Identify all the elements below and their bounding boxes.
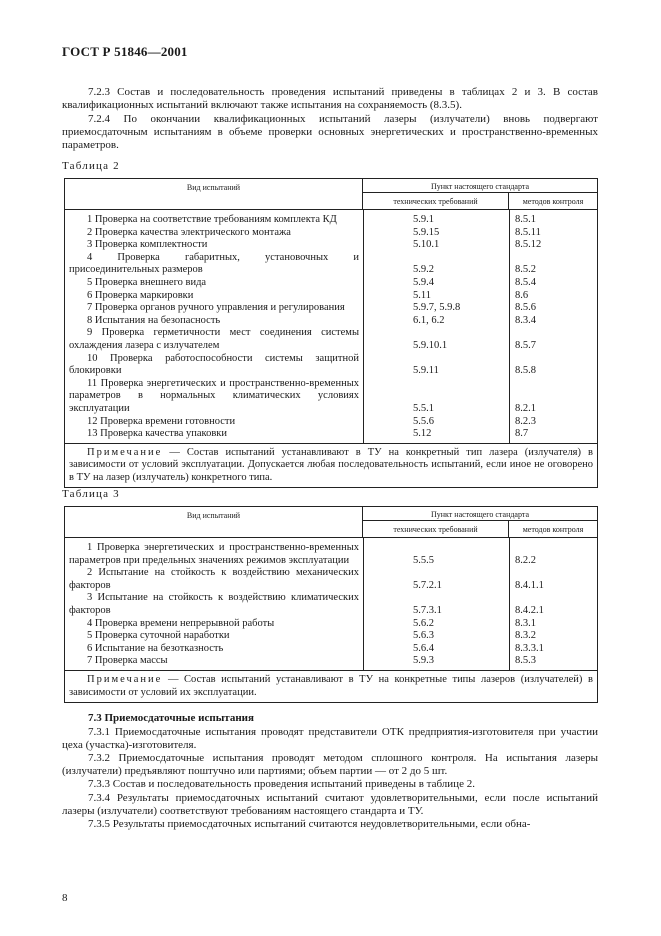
table-3-note: Примечание — Состав испытаний устанавливают в ТУ на конкретные типы лазеров (излучателей) в зависимости от условий их эксплуатации. [69,673,593,698]
standard-title: ГОСТ Р 51846—2001 [62,44,188,59]
paragraph-7-3-5: 7.3.5 Результаты приемосдаточных испытаний считаются неудовлетворительными, если обна- [88,818,531,830]
table-3-body [65,538,597,671]
col-control-methods: методов контроля [522,197,584,206]
col-control-methods: методов контроля [522,525,584,534]
table-row: 3 Испытание на стойкость к воздействию климатических факторов 5.7.3.1 8.4.2.1 [69,592,544,616]
col-standard-clause: Пункт настоящего стандарта [363,507,597,521]
page-number: 8 [62,892,68,904]
paragraph-7-3-4: 7.3.4 Результаты приемосдаточных испытаний считают удовлетворительными, если после испытаний лазеры (излучатели) соответствуют требованиям настоящего стандарта и ТУ. [62,792,598,818]
table-row: 2 Проверка качества электрического монтажа 5.9.15 8.5.11 [87,226,541,238]
paragraph-7-3-2: 7.3.2 Приемосдаточные испытания проводят методом сплошного контроля. На испытания лазеры (излучатели) предъявляют поштучно или партиями; объем партии — от 2 до 5 шт. [62,752,598,778]
table-2 [64,178,598,488]
table-row: 5 Проверка суточной наработки 5.6.3 8.3.2 [87,630,536,642]
table-row: 5 Проверка внешнего вида 5.9.4 8.5.4 [87,276,536,288]
table-row: 1 Проверка энергетических и пространственно-временных параметров при предельных значениях режимов эксплуатации 5.5.5 8.2.2 [69,542,536,566]
table-row: 2 Испытание на стойкость к воздействию механических факторов 5.7.2.1 8.4.1.1 [69,567,544,591]
table-row: 11 Проверка энергетических и пространственно-временных параметров в нормальных климатических условиях эксплуатации 5.5.1 8.2.1 [69,377,536,414]
table-row: 7 Проверка массы 5.9.3 8.5.3 [87,655,536,667]
section-7-3-heading: 7.3 Приемосдаточные испытания [88,712,254,724]
paragraph-7-3-1: 7.3.1 Приемосдаточные испытания проводят представители ОТК предприятия-изготовителя при участии цеха (участка)-изготовителя. [62,726,598,752]
paragraph-7-3-3: 7.3.3 Состав и последовательность проведения испытаний приведены в таблице 2. [88,778,475,790]
table-row: 7 Проверка органов ручного управления и регулирования 5.9.7, 5.9.8 8.5.6 [87,302,536,314]
table-row: 3 Проверка комплектности 5.10.1 8.5.12 [87,239,542,251]
table-row: 12 Проверка времени готовности 5.5.6 8.2.3 [87,415,536,427]
table-row: 6 Испытание на безотказность 5.6.4 8.3.3.1 [87,642,544,654]
table-row: 13 Проверка качества упаковки 5.12 8.7 [87,428,529,440]
col-standard-clause: Пункт настоящего стандарта [363,179,597,193]
table-3-header [65,507,597,538]
table-row: 1 Проверка на соответствие требованиям комплекта КД 5.9.1 8.5.1 [87,214,536,225]
table-3 [64,506,598,703]
table-row: 8 Испытания на безопасность 6.1, 6.2 8.3.4 [87,314,536,326]
table-3-label: Таблица 3 [62,488,120,500]
table-row: 10 Проверка работоспособности системы защитной блокировки 5.9.11 8.5.8 [69,352,536,377]
paragraph-7-2-4: 7.2.4 По окончании квалификационных испытаний лазеры (излучатели) вновь подвергают приемосдаточным испытаниям в объеме проверки основных энергетических и пространственно-временных параметров. [62,113,598,152]
col-test-type: Вид испытаний [65,507,363,537]
table-row: 4 Проверка времени непрерывной работы 5.6.2 8.3.1 [87,617,536,629]
table-row: 9 Проверка герметичности мест соединения системы охлаждения лазера с излучателем 5.9.10.1 8.5.7 [69,327,536,351]
table-2-note: Примечание — Состав испытаний устанавливают в ТУ на конкретный тип лазера (излучателя) в зависимости от условий эксплуатации. Допускается любая последовательность испытаний, если иное не оговорено в ТУ на лазер (излучатель) конкретного типа. [69,446,593,483]
col-tech-requirements: технических требований [363,521,509,537]
col-tech-requirements: технических требований [363,193,509,209]
table-2-header [65,179,597,210]
col-test-type: Вид испытаний [65,179,363,209]
table-row: 6 Проверка маркировки 5.11 8.6 [87,289,529,301]
table-2-body [65,210,597,444]
table-row: 4 Проверка габаритных, установочных и присоединительных размеров 5.9.2 8.5.2 [69,251,536,276]
table-2-label: Таблица 2 [62,160,120,172]
paragraph-7-2-3: 7.2.3 Состав и последовательность проведения испытаний приведены в таблицах 2 и 3. В состав квалификационных испытаний включают также испытания на сохраняемость (8.3.5). [62,86,598,112]
